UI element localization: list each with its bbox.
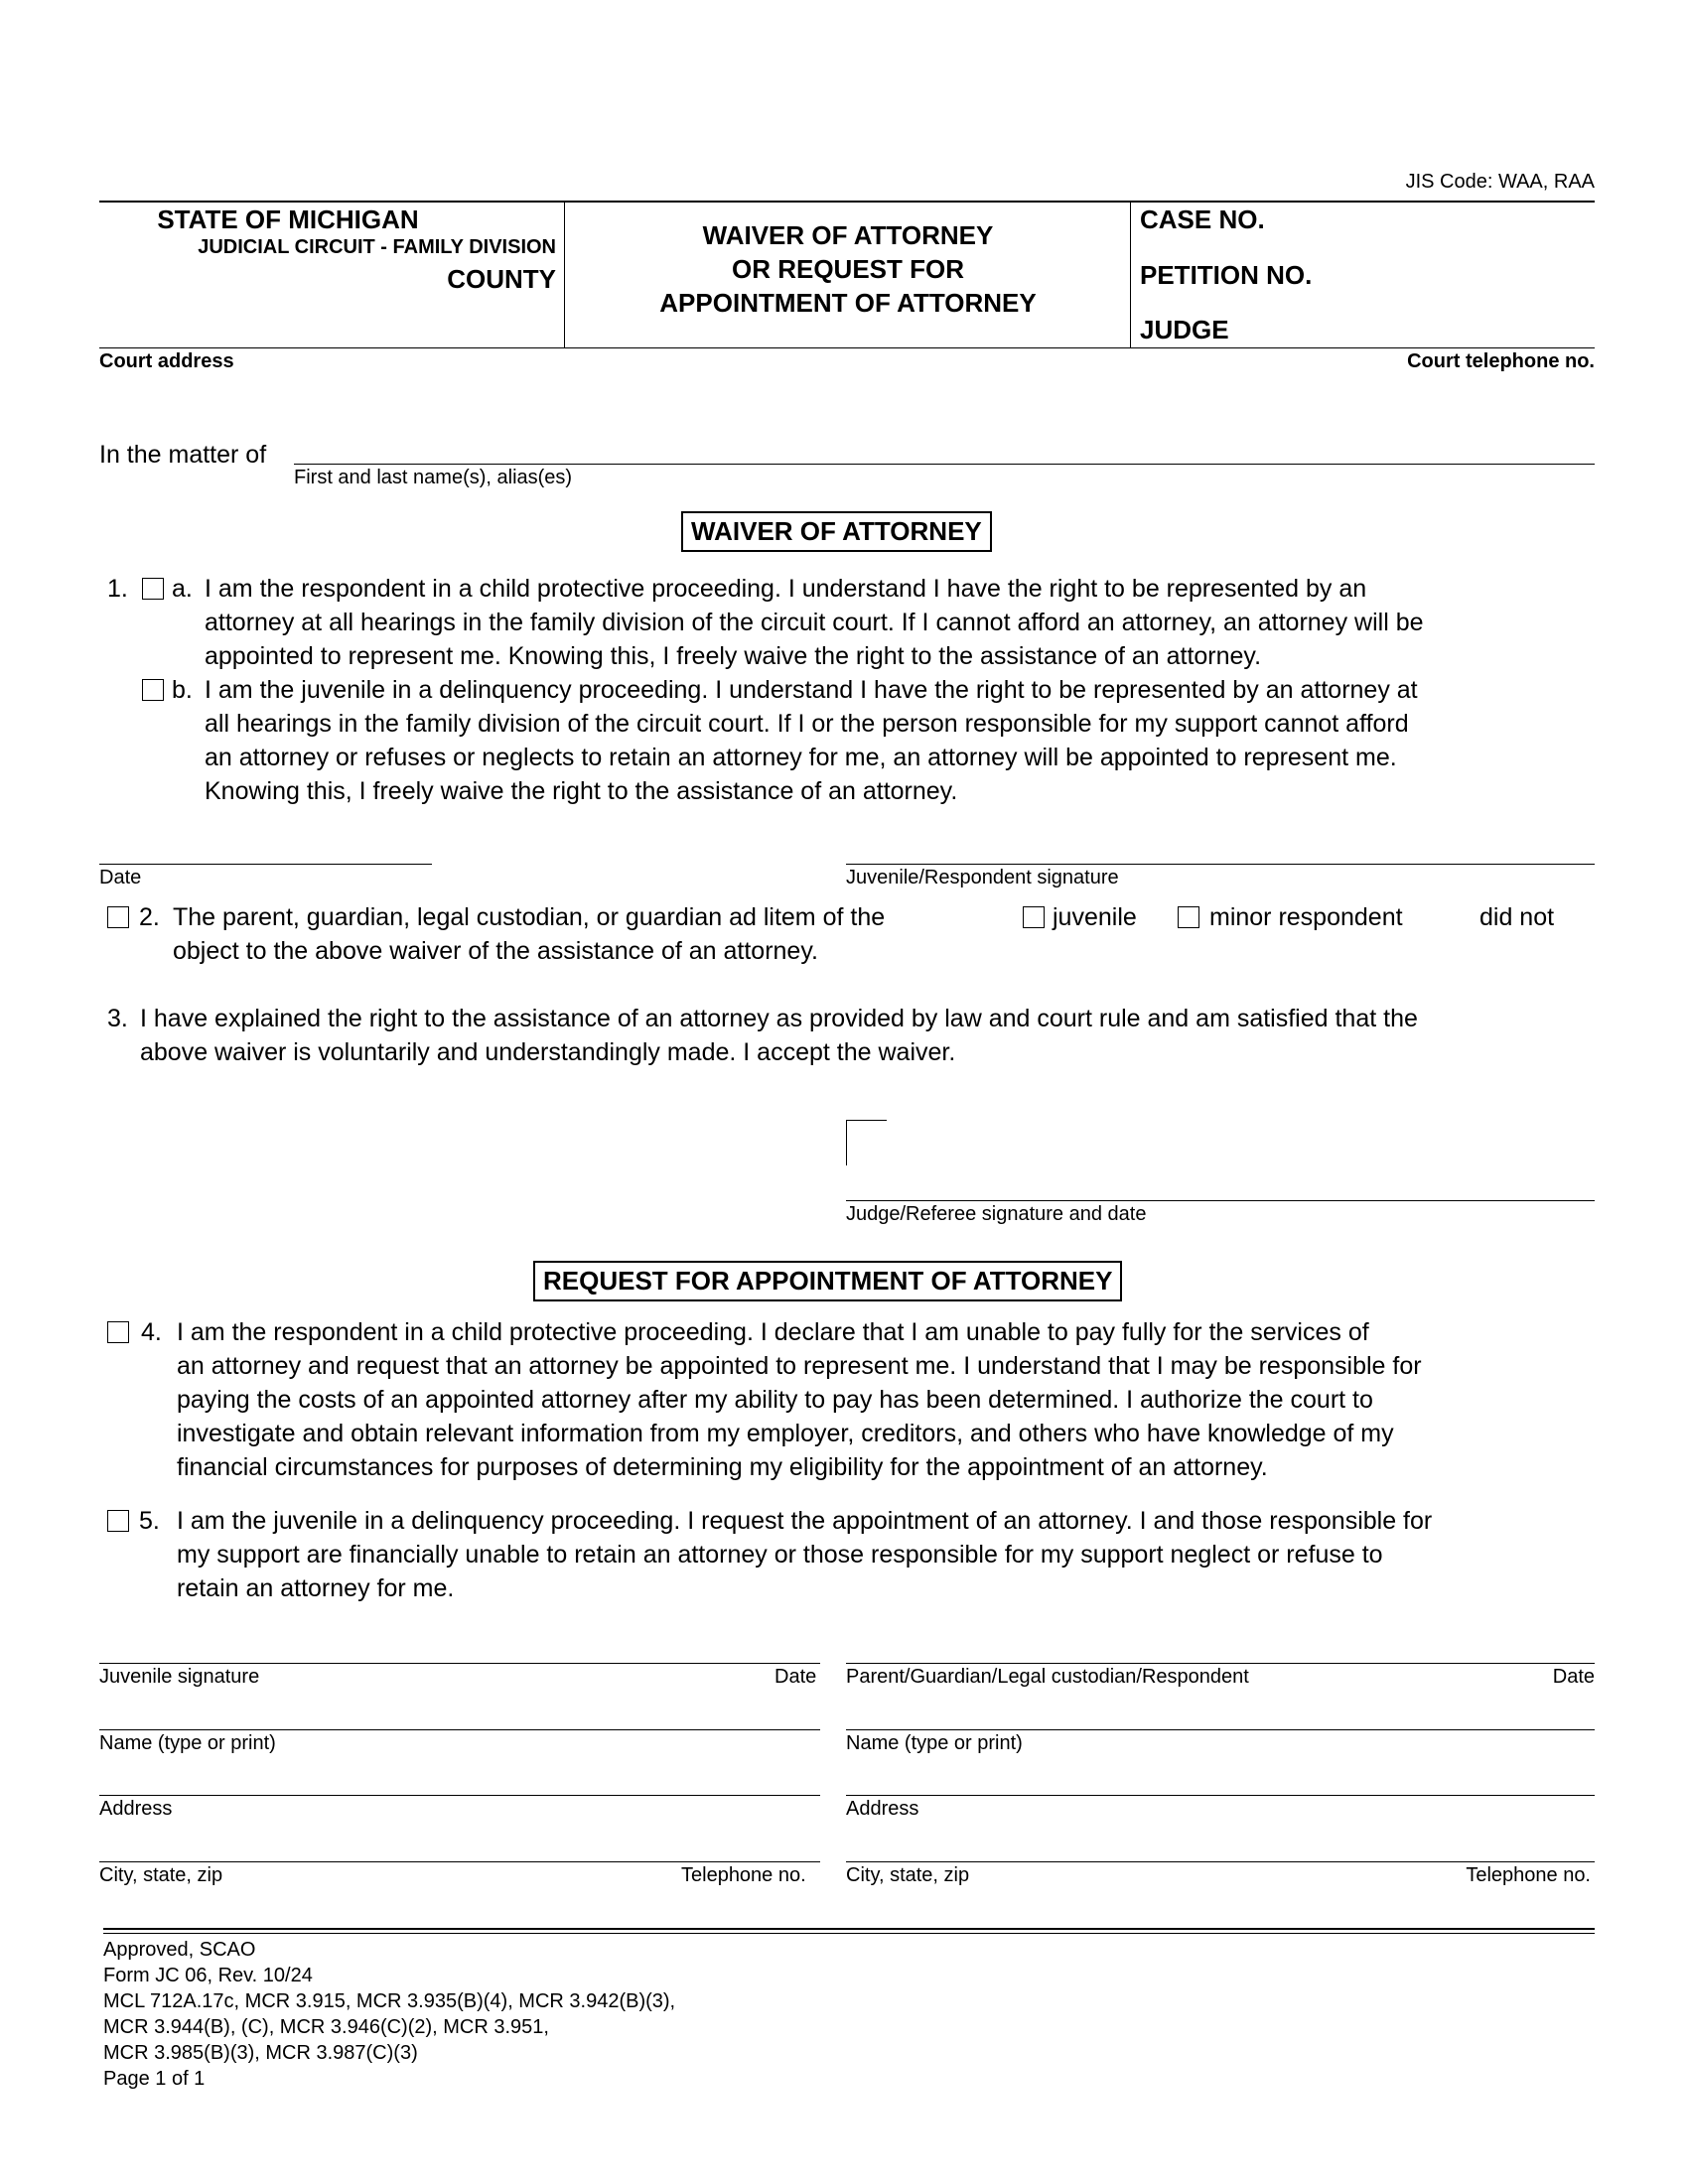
parent-name-field[interactable] (846, 1729, 1595, 1730)
footer-rule-2 (103, 1933, 1595, 1934)
header-top-rule (99, 201, 1595, 203)
item4-line4: investigate and obtain relevant information from my employer, creditors, and others who have knowledge of my (177, 1420, 1394, 1447)
item1a-text (205, 572, 1424, 673)
juvenile-signature-label: Juvenile signature (99, 1666, 260, 1688)
juvenile-date-label: Date (774, 1666, 817, 1688)
waiver-date-field[interactable] (99, 864, 432, 865)
item1b-line3: an attorney or refuses or neglects to retain an attorney for me, an attorney will be appointed to represent me. (205, 744, 1397, 771)
item1a-letter: a. (172, 575, 193, 603)
juvenile-signature-field[interactable] (99, 1663, 820, 1664)
item1b-line1: I am the juvenile in a delinquency proceeding. I understand I have the right to be represented by an attorney at (205, 676, 1418, 704)
item1a-line3: appointed to represent me. Knowing this, I freely waive the right to the assistance of an attorney. (205, 642, 1262, 670)
footer-line1: Approved, SCAO (103, 1939, 256, 1961)
footer-line5: MCR 3.985(B)(3), MCR 3.987(C)(3) (103, 2042, 418, 2064)
parent-address-field[interactable] (846, 1795, 1595, 1796)
parent-address-label: Address (846, 1798, 919, 1820)
item4-text (177, 1315, 1422, 1484)
item5-checkbox[interactable] (107, 1510, 129, 1532)
parent-signature-field[interactable] (846, 1663, 1595, 1664)
item2-line2: object to the above waiver of the assistance of an attorney. (173, 937, 818, 965)
item3-number: 3. (107, 1005, 128, 1032)
juvenile-address-label: Address (99, 1798, 173, 1820)
item2-did-not: did not (1479, 903, 1555, 931)
title-line-2: OR REQUEST FOR (731, 254, 964, 284)
juvenile-telephone-label: Telephone no. (681, 1864, 806, 1886)
juvenile-name-field[interactable] (99, 1729, 820, 1730)
item1b-text (205, 673, 1418, 808)
item2-juvenile-checkbox[interactable] (1023, 906, 1045, 928)
item2-minor-checkbox[interactable] (1178, 906, 1199, 928)
judge-signature-label: Judge/Referee signature and date (846, 1203, 1147, 1225)
juvenile-address-field[interactable] (99, 1795, 820, 1796)
item5-line2: my support are financially unable to retain an attorney or those responsible for my support neglect or refuse to (177, 1541, 1383, 1569)
parent-telephone-label: Telephone no. (1466, 1864, 1591, 1886)
parent-city-field[interactable] (846, 1861, 1595, 1862)
judge-signature-field[interactable] (846, 1200, 1595, 1201)
jis-code: JIS Code: WAA, RAA (1405, 171, 1595, 193)
juvenile-city-field[interactable] (99, 1861, 820, 1862)
item1b-line2: all hearings in the family division of the circuit court. If I or the person responsible for my support cannot afford (205, 710, 1409, 738)
waiver-signature-label: Juvenile/Respondent signature (846, 867, 1119, 888)
item2-minor-label: minor respondent (1209, 903, 1403, 931)
item4-line5: financial circumstances for purposes of determining my eligibility for the appointment of an attorney. (177, 1453, 1268, 1481)
item5-number: 5. (139, 1507, 160, 1535)
title-line-1: WAIVER OF ATTORNEY (702, 220, 994, 250)
item2-line1: The parent, guardian, legal custodian, or guardian ad litem of the (173, 903, 886, 931)
form-title (566, 218, 1130, 320)
court-telephone-label: Court telephone no. (1407, 350, 1595, 372)
item1b-checkbox[interactable] (142, 679, 164, 701)
matter-name-field[interactable] (294, 464, 1595, 465)
footer-rule-1 (103, 1928, 1595, 1930)
matter-caption: First and last name(s), alias(es) (294, 467, 573, 488)
parent-date-label: Date (1552, 1666, 1595, 1688)
item5-line1: I am the juvenile in a delinquency proceeding. I request the appointment of an attorney. I and those responsible for (177, 1507, 1433, 1535)
item1a-line2: attorney at all hearings in the family division of the circuit court. If I cannot afford an attorney, an attorney will be (205, 609, 1424, 636)
request-heading: REQUEST FOR APPOINTMENT OF ATTORNEY (533, 1261, 1122, 1301)
item1b-line4: Knowing this, I freely waive the right to the assistance of an attorney. (205, 777, 958, 805)
juvenile-city-label: City, state, zip (99, 1864, 223, 1886)
item2-juvenile-label: juvenile (1053, 903, 1137, 931)
item1a-checkbox[interactable] (142, 578, 164, 600)
waiver-date-label: Date (99, 867, 142, 888)
header-divider-2 (1130, 201, 1131, 347)
waiver-heading: WAIVER OF ATTORNEY (681, 511, 992, 552)
county-label: COUNTY (447, 264, 556, 294)
parent-city-label: City, state, zip (846, 1864, 970, 1886)
item4-line2: an attorney and request that an attorney be appointed to represent me. I understand that I may be responsible for (177, 1352, 1422, 1380)
parent-name-label: Name (type or print) (846, 1732, 1023, 1754)
matter-label: In the matter of (99, 441, 267, 469)
footer-page-number: Page 1 of 1 (103, 2068, 206, 2090)
item2-number: 2. (139, 903, 160, 931)
item2-checkbox[interactable] (107, 906, 129, 928)
item5-line3: retain an attorney for me. (177, 1574, 455, 1602)
judge-label: JUDGE (1140, 315, 1229, 344)
state-name: STATE OF MICHIGAN (157, 205, 419, 234)
case-no-label: CASE NO. (1140, 205, 1265, 234)
court-address-label: Court address (99, 350, 234, 372)
item3-line2: above waiver is voluntarily and understandingly made. I accept the waiver. (140, 1038, 956, 1066)
item4-checkbox[interactable] (107, 1321, 129, 1343)
header-divider-1 (564, 201, 565, 347)
header-bottom-rule (99, 347, 1595, 348)
title-line-3: APPOINTMENT OF ATTORNEY (659, 288, 1037, 318)
footer-citations (103, 1937, 675, 2092)
item1a-line1: I am the respondent in a child protective proceeding. I understand I have the right to be represented by an (205, 575, 1367, 603)
waiver-signature-field[interactable] (846, 864, 1595, 865)
item3-text (140, 1002, 1418, 1069)
footer-line2: Form JC 06, Rev. 10/24 (103, 1965, 313, 1986)
item4-number: 4. (141, 1318, 162, 1346)
judge-seal-corner (846, 1120, 887, 1165)
footer-line3: MCL 712A.17c, MCR 3.915, MCR 3.935(B)(4), MCR 3.942(B)(3), (103, 1990, 676, 2012)
item3-line1: I have explained the right to the assistance of an attorney as provided by law and court rule and am satisfied that the (140, 1005, 1418, 1032)
circuit-label: JUDICIAL CIRCUIT - FAMILY DIVISION (198, 236, 556, 258)
item4-line3: paying the costs of an appointed attorney after my ability to pay has been determined. I authorize the court to (177, 1386, 1373, 1414)
item4-line1: I am the respondent in a child protective proceeding. I declare that I am unable to pay fully for the services of (177, 1318, 1369, 1346)
item1-number: 1. (107, 575, 128, 603)
juvenile-name-label: Name (type or print) (99, 1732, 276, 1754)
footer-line4: MCR 3.944(B), (C), MCR 3.946(C)(2), MCR 3.951, (103, 2016, 549, 2038)
item5-text (177, 1504, 1432, 1605)
petition-no-label: PETITION NO. (1140, 260, 1313, 290)
parent-signature-label: Parent/Guardian/Legal custodian/Respondent (846, 1666, 1249, 1688)
item1b-letter: b. (172, 676, 193, 704)
